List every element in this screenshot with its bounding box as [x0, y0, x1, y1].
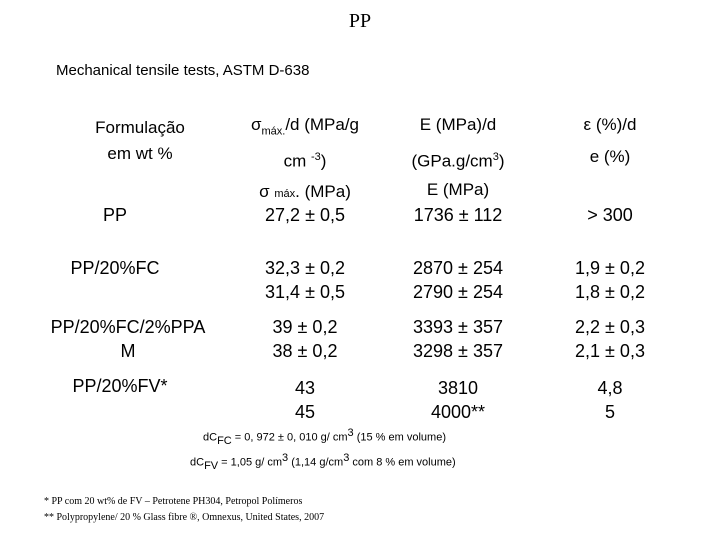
table-cell-elongation — [540, 376, 680, 424]
value-line: 32,3 ± 0,2 — [265, 258, 345, 278]
header-tensile-sup: -3 — [310, 151, 321, 164]
value-line: 5 — [604, 402, 615, 422]
note-fc-sub: FC — [217, 434, 232, 447]
value-line: 38 ± 0,2 — [272, 341, 338, 361]
table-cell-modulus — [388, 315, 528, 363]
value-line: 2,2 ± 0,3 — [575, 317, 645, 337]
table-cell-elongation — [540, 256, 680, 304]
row-name-line2: M — [120, 341, 136, 361]
value-line: 3298 ± 357 — [413, 341, 503, 361]
note-fv-sup2: 3 — [343, 452, 350, 464]
header-formulation-line2: em wt % — [107, 144, 173, 163]
note-fv-text: = 1,05 g/ cm — [218, 456, 283, 469]
header-tensile-strength — [230, 112, 380, 207]
value-line: 31,4 ± 0,5 — [265, 282, 345, 302]
note-fc-sup: 3 — [347, 427, 354, 439]
header-formulation — [55, 115, 225, 167]
value-line: 4,8 — [597, 378, 623, 398]
note-fv-sup: 3 — [282, 452, 289, 464]
row-name-line1: PP/20%FC/2%PPA — [50, 317, 206, 337]
value-line: 39 ± 0,2 — [272, 317, 338, 337]
value-line: 45 — [294, 402, 316, 422]
value-line: 2,1 ± 0,3 — [575, 341, 645, 361]
sigma-subscript: máx. — [261, 125, 286, 138]
table-row-name: PP/20%FV* — [72, 376, 168, 396]
value-line: 43 — [294, 378, 316, 398]
value-line: 3810 — [437, 378, 479, 398]
header-modulus-line1: E (MPa)/d — [419, 115, 497, 134]
header-tensile-line1 — [230, 112, 380, 144]
note-fv-prefix: dC — [190, 456, 205, 469]
note-fv-sub: FV — [204, 459, 219, 472]
header-modulus-sup: 3 — [492, 151, 499, 163]
sigma-subscript-2: máx — [274, 188, 296, 201]
header-elongation — [540, 112, 680, 170]
header-modulus — [388, 112, 528, 203]
header-modulus-line2-end: ) — [498, 151, 505, 171]
header-elongation-line2: e (%) — [589, 147, 631, 166]
value-line: 1,9 ± 0,2 — [575, 258, 645, 278]
reference-omnexus: ** Polypropylene/ 20 % Glass fibre ®, Omnexus, United States, 2007 — [44, 512, 325, 523]
reference-fv: * PP com 20 wt% de FV – Petrotene PH304, Petropol Polímeros — [44, 496, 303, 507]
sigma-symbol: σ — [250, 115, 262, 134]
table-cell-elongation: > 300 — [587, 205, 633, 225]
header-tensile-line1-rest: /d (MPa/g — [285, 115, 360, 134]
value-line: 3393 ± 357 — [413, 317, 503, 337]
header-elongation-line1: ε (%)/d — [583, 115, 637, 134]
table-cell-modulus — [388, 376, 528, 424]
note-fc-prefix: dC — [203, 431, 218, 444]
header-modulus-line2 — [388, 144, 528, 175]
header-modulus-line2-text: (GPa.g/cm — [411, 151, 493, 171]
value-line: 4000** — [430, 402, 486, 422]
table-cell-sigma — [230, 315, 380, 363]
header-tensile-line3-rest: . (MPa) — [295, 182, 351, 202]
table-row-name: PP/20%FC — [70, 258, 160, 278]
page-title: PP — [348, 10, 372, 32]
table-cell-elongation — [540, 315, 680, 363]
note-fc-text: = 0, 972 ± 0, 010 g/ cm — [231, 431, 348, 444]
value-line: 2870 ± 254 — [413, 258, 503, 278]
header-formulation-line1: Formulação — [95, 118, 185, 137]
table-cell-modulus: 1736 ± 112 — [413, 205, 503, 225]
value-line: 2790 ± 254 — [413, 282, 503, 302]
density-note-fv — [190, 452, 456, 472]
table-cell-sigma — [230, 376, 380, 424]
header-tensile-line2-end: ) — [320, 152, 327, 172]
header-tensile-line2-text: cm — [283, 152, 307, 172]
header-tensile-line2 — [230, 144, 380, 175]
density-note-fc — [203, 427, 446, 447]
table-row-name: PP — [102, 205, 127, 225]
note-fv-end: com 8 % em volume) — [349, 456, 456, 469]
table-cell-sigma — [230, 256, 380, 304]
value-line: 1,8 ± 0,2 — [575, 282, 645, 302]
subtitle: Mechanical tensile tests, ASTM D-638 — [56, 62, 310, 79]
table-cell-sigma: 27,2 ± 0,5 — [265, 205, 345, 225]
table-cell-modulus — [388, 256, 528, 304]
header-modulus-line3: E (MPa) — [426, 179, 490, 199]
sigma-symbol-2: σ — [259, 182, 270, 202]
table-row-name — [38, 315, 218, 363]
note-fc-end: (15 % em volume) — [353, 431, 446, 444]
note-fv-mid: (1,14 g/cm — [288, 456, 344, 469]
